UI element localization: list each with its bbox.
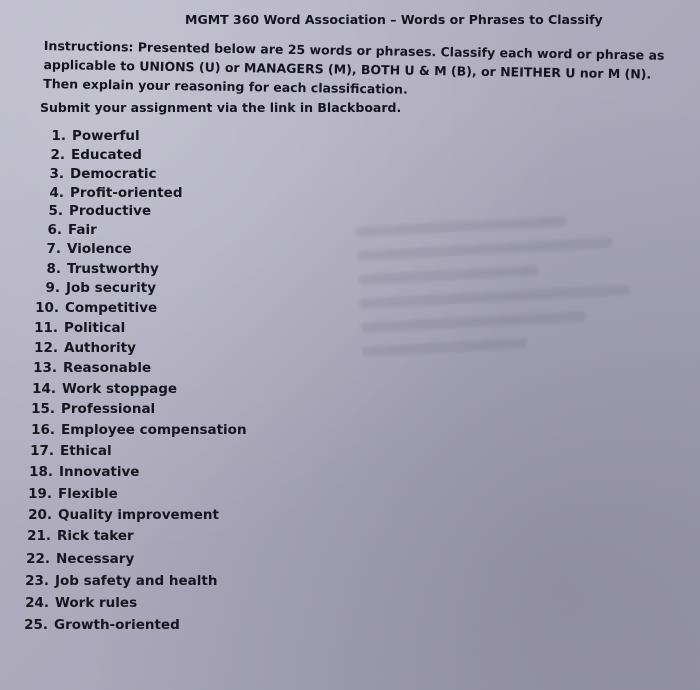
- list-item: [19, 595, 137, 611]
- instructions-text: Instructions: Presented below are 25 words or phrases. Classify each word or phrase as applicable to UNIONS (U) or MANAGERS (M), BOTH U & M (B), or NEITHER U nor M (N). Then explain your reasoning for each classification.: [43, 37, 665, 97]
- list-item-text: Job security: [66, 280, 157, 296]
- list-item-text: Flexible: [58, 486, 118, 502]
- list-item-text: Rick taker: [57, 528, 134, 544]
- submit-note: Submit your assignment via the link in Blackboard.: [40, 100, 402, 115]
- list-item: [20, 551, 134, 567]
- list-item-text: Competitive: [65, 300, 158, 316]
- list-item-number: 17.: [30, 443, 54, 459]
- list-item-number: 12.: [34, 340, 58, 356]
- list-item-text: Necessary: [56, 551, 135, 567]
- list-item: [21, 528, 134, 544]
- list-item-number: 8.: [46, 261, 61, 277]
- list-item: [25, 422, 247, 438]
- list-item-text: Reasonable: [63, 360, 152, 376]
- page-title: MGMT 360 Word Association – Words or Phrases to Classify: [185, 12, 603, 27]
- list-item-number: 19.: [28, 486, 52, 502]
- list-item-text: Violence: [67, 241, 132, 257]
- list-item: [31, 261, 159, 277]
- show-through-text: [355, 197, 665, 412]
- list-item: [28, 320, 125, 336]
- list-item-number: 4.: [49, 185, 64, 201]
- list-item: [28, 340, 136, 356]
- list-item-text: Fair: [68, 222, 97, 238]
- list-item-text: Educated: [71, 147, 142, 163]
- list-item-number: 21.: [27, 528, 51, 544]
- list-item-text: Quality improvement: [58, 507, 219, 523]
- list-item-text: Innovative: [59, 464, 140, 480]
- list-item: [34, 185, 183, 201]
- list-item-number: 2.: [50, 147, 65, 163]
- list-item: [18, 617, 180, 633]
- list-item: [26, 381, 177, 397]
- list-item-number: 11.: [34, 320, 58, 336]
- list-item-text: Growth-oriented: [54, 617, 180, 633]
- list-item: [36, 128, 140, 144]
- list-item: [30, 280, 156, 296]
- list-item: [22, 486, 118, 502]
- list-item-number: 15.: [31, 401, 55, 417]
- list-item-text: Productive: [69, 203, 152, 219]
- list-item-number: 23.: [25, 573, 49, 589]
- list-item-text: Democratic: [70, 166, 157, 182]
- list-item-number: 20.: [28, 507, 52, 523]
- list-item-number: 22.: [26, 551, 50, 567]
- list-item-number: 1.: [51, 128, 66, 144]
- list-item-text: Employee compensation: [61, 422, 247, 438]
- list-item-text: Work stoppage: [62, 381, 178, 397]
- list-item: [22, 507, 219, 523]
- list-item: [24, 443, 112, 459]
- list-item-number: 5.: [48, 203, 63, 219]
- list-item-text: Authority: [64, 340, 136, 356]
- list-item: [23, 464, 139, 480]
- list-item-number: 3.: [49, 166, 64, 182]
- list-item: [31, 241, 132, 257]
- list-item-number: 18.: [29, 464, 53, 480]
- list-item-number: 9.: [45, 280, 60, 296]
- list-item-number: 14.: [32, 381, 56, 397]
- list-item-number: 25.: [24, 617, 48, 633]
- list-item-number: 7.: [46, 241, 61, 257]
- list-item: [29, 300, 157, 316]
- list-item-number: 24.: [25, 595, 49, 611]
- list-item-text: Job safety and health: [55, 573, 218, 589]
- list-item: [25, 401, 155, 417]
- list-item-text: Work rules: [55, 595, 138, 611]
- list-item-text: Ethical: [60, 443, 112, 459]
- list-item-number: 10.: [35, 300, 59, 316]
- list-item: [27, 360, 151, 376]
- list-item-number: 16.: [31, 422, 55, 438]
- list-item: [19, 573, 217, 589]
- list-item-text: Political: [64, 320, 126, 336]
- list-item: [32, 222, 97, 238]
- list-item: [33, 203, 151, 219]
- list-item-text: Trustworthy: [67, 261, 159, 277]
- list-item: [35, 147, 142, 163]
- list-item-number: 6.: [47, 222, 62, 238]
- list-item-number: 13.: [33, 360, 57, 376]
- list-item-text: Professional: [61, 401, 156, 417]
- list-item: [34, 166, 157, 182]
- list-item-text: Powerful: [72, 128, 140, 144]
- list-item-text: Profit-oriented: [70, 185, 183, 201]
